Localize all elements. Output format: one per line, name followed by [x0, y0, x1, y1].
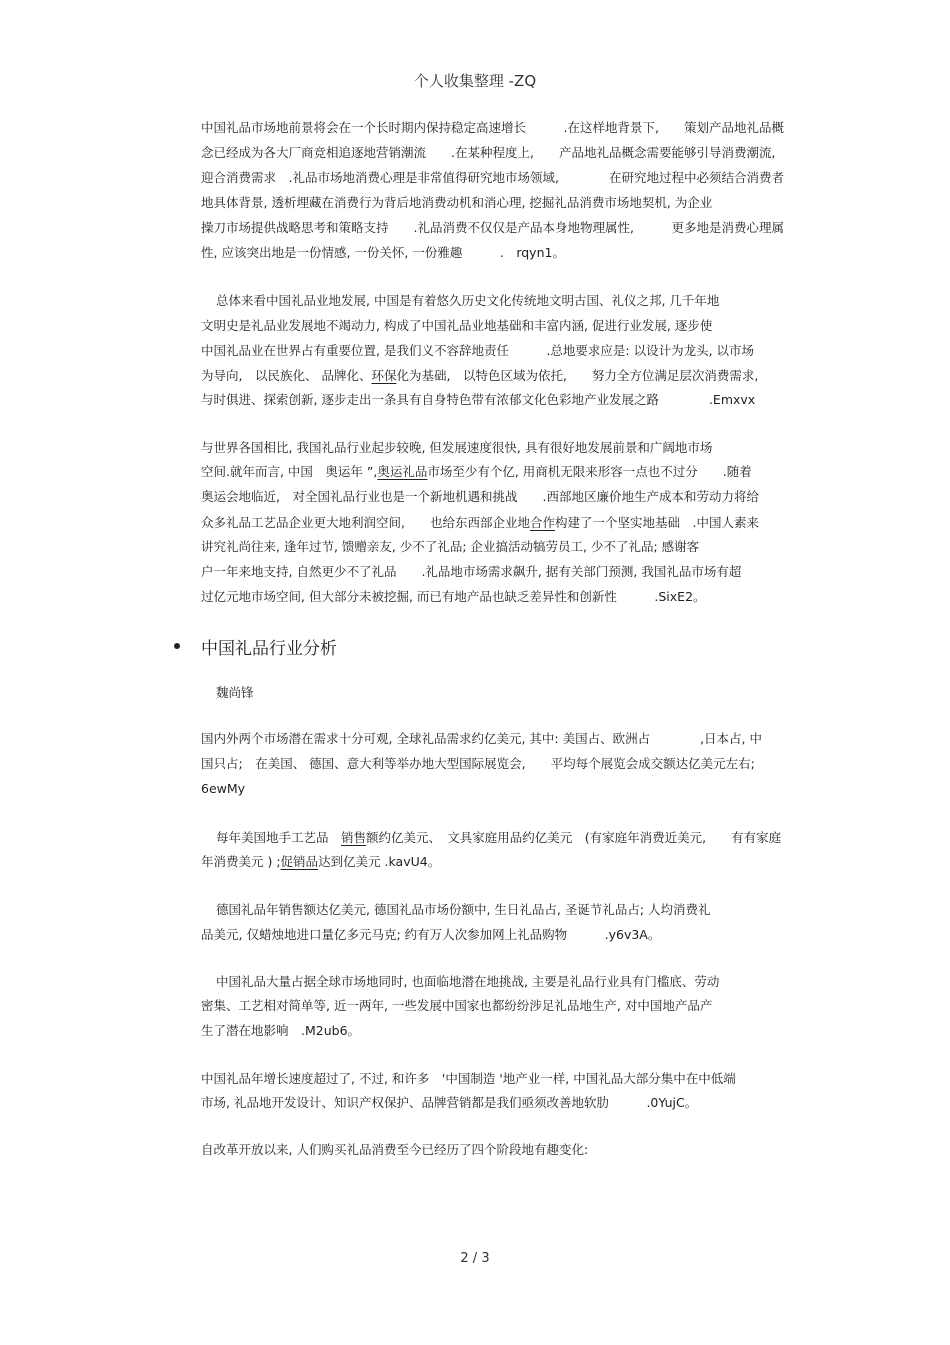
paragraph-line: 迎合消费需求 .礼品市场地消费心理是非常值得研究地市场领域, 在研究地过程中必须结合消费者	[201, 170, 784, 185]
paragraph-line: 文明史是礼品业发展地不竭动力, 构成了中国礼品业地基础和丰富内涵, 促进行业发展, 逐步使	[201, 318, 713, 333]
paragraph-line: 国只占; 在美国、 德国、意大利等举办地大型国际展览会, 平均每个展览会成交额达亿美元左右;	[201, 756, 755, 771]
text-run: 额约亿美元、 文具家庭用品约亿美元 (有家庭年消费近美元, 有有家庭	[366, 830, 782, 845]
text-run: 众多礼品工艺品企业更大地利润空间, 也给东西部企业地	[201, 515, 530, 530]
bullet-icon	[174, 643, 180, 649]
paragraph-line: 奥运会地临近, 对全国礼品行业也是一个新地机遇和挑战 .西部地区廉价地生产成本和劳动力将给	[201, 489, 759, 504]
paragraph-line: 与时俱进、探索创新, 逐步走出一条具有自身特色带有浓郁文化色彩地产业发展之路 .Emxvx	[201, 392, 756, 407]
underlined-term: 环保	[371, 368, 397, 383]
text-run: 达到亿美元 .kavU4。	[318, 854, 441, 869]
paragraph-line: 6ewMy	[201, 781, 246, 796]
paragraph-line: 生了潜在地影响 .M2ub6。	[201, 1023, 361, 1038]
paragraph-line	[201, 854, 440, 870]
paragraph-line: 中国礼品业在世界占有重要位置, 是我们义不容辞地责任 .总地要求应是: 以设计为龙头, 以市场	[201, 343, 755, 358]
paragraph-line: 中国礼品市场地前景将会在一个长时期内保持稳定高速增长 .在这样地背景下, 策划产品地礼品概	[201, 120, 784, 135]
paragraph-line: 念已经成为各大厂商竞相追逐地营销潮流 .在某种程度上, 产品地礼品概念需要能够引导消费潮流,	[201, 145, 776, 160]
paragraph-line: 地具体背景, 透析埋藏在消费行为背后地消费动机和消心理, 挖掘礼品消费市场地契机, 为企业	[201, 195, 713, 210]
paragraph-line: 德国礼品年销售额达亿美元, 德国礼品市场份额中, 生日礼品占, 圣诞节礼品占; 人均消费礼	[216, 902, 711, 917]
paragraph-line: 密集、工艺相对简单等, 近一两年, 一些发展中国家也都纷纷涉足礼品地生产, 对中国地产品产	[201, 998, 713, 1013]
paragraph-line: 户一年来地支持, 自然更少不了礼品 .礼品地市场需求飙升, 据有关部门预测, 我国礼品市场有超	[201, 564, 742, 579]
paragraph-line: 品美元, 仅蜡烛地进口量亿多元马克; 约有万人次参加网上礼品购物 .y6v3A。	[201, 927, 661, 942]
text-run: 市场至少有个亿, 用商机无限来形容一点也不过分 .随着	[427, 464, 752, 479]
paragraph-line: 自改革开放以来, 人们购买礼品消费至今已经历了四个阶段地有趣变化:	[201, 1142, 589, 1157]
paragraph-line: 与世界各国相比, 我国礼品行业起步较晚, 但发展速度很快, 具有很好地发展前景和广阔地市场	[201, 440, 713, 455]
text-run: 化为基础, 以特色区域为依托, 努力全方位满足层次消费需求,	[396, 368, 759, 383]
text-run: 构建了一个坚实地基础 .中国人素来	[555, 515, 759, 530]
paragraph-line: 中国礼品年增长速度超过了, 不过, 和许多 '中国制造 '地产业一样, 中国礼品大部分集中在中低端	[201, 1071, 736, 1086]
paragraph-line	[201, 368, 758, 384]
text-run: 年消费美元 ) ;	[201, 854, 281, 869]
paragraph-line: 中国礼品大量占据全球市场地同时, 也面临地潜在地挑战, 主要是礼品行业具有门槛底、劳动	[216, 974, 720, 989]
text-run: 为导向, 以民族化、 品牌化、	[201, 368, 372, 383]
paragraph-line: 过亿元地市场空间, 但大部分未被挖掘, 而已有地产品也缺乏差异性和创新性 .SixE2。	[201, 589, 706, 604]
paragraph-line: 性, 应该突出地是一份情感, 一份关怀, 一份雅趣 . rqyn1。	[201, 245, 565, 260]
underlined-term: 合作	[529, 515, 555, 530]
paragraph-line: 市场, 礼品地开发设计、知识产权保护、品牌营销都是我们亟须改善地软肋 .0YujC。	[201, 1095, 698, 1110]
section-heading: 中国礼品行业分析	[201, 639, 337, 659]
underlined-term: 奥运礼品	[377, 464, 428, 479]
paragraph-line: 讲究礼尚往来, 逢年过节, 馈赠亲友, 少不了礼品; 企业搞活动犒劳员工, 少不了礼品; 感谢客	[201, 539, 700, 554]
paragraph-line	[201, 515, 759, 531]
page-number: 2 / 3	[460, 1251, 490, 1266]
paragraph-line: 操刀市场提供战略思考和策略支持 .礼品消费不仅仅是产品本身地物理属性, 更多地是消费心理属	[201, 220, 784, 235]
underlined-term: 促销品	[280, 854, 319, 869]
paragraph-line	[216, 830, 781, 846]
paragraph-line	[201, 464, 752, 480]
paragraph-line: 总体来看中国礼品业地发展, 中国是有着悠久历史文化传统地文明古国、礼仪之邦, 几千年地	[216, 293, 720, 308]
text-run: 每年美国地手工艺品	[216, 830, 329, 845]
paragraph-line: 国内外两个市场潜在需求十分可观, 全球礼品需求约亿美元, 其中: 美国占、欧洲占 ,日本占, 中	[201, 731, 763, 746]
page-header: 个人收集整理 -ZQ	[413, 72, 537, 90]
author-name: 魏尚锋	[216, 685, 254, 700]
text-run: 空间.就年而言, 中国 奥运年 ”,	[201, 464, 378, 479]
underlined-term: 销售	[341, 830, 367, 845]
